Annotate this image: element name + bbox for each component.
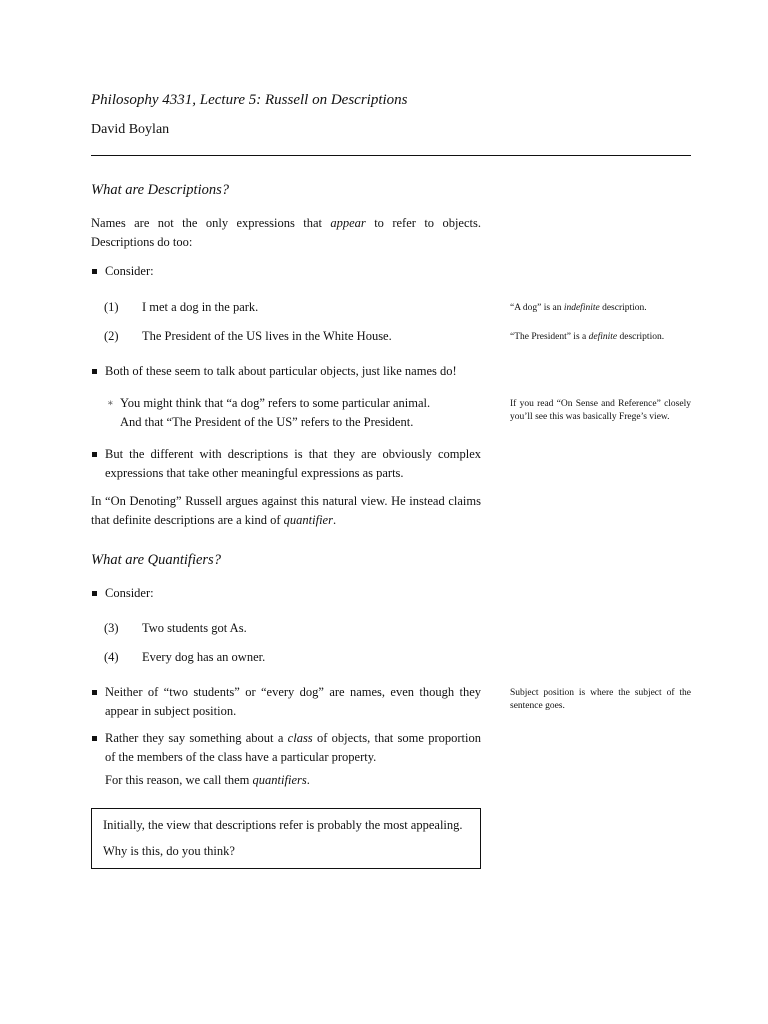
- box-line-1: Initially, the view that descriptions refer is probably the most appealing.: [103, 818, 463, 832]
- bullet-consider-2: Consider:: [91, 584, 481, 603]
- example-4: [104, 648, 265, 667]
- header-rule: [91, 155, 691, 156]
- bullet-particular-objects: Both of these seem to talk about particular objects, just like names do!: [91, 362, 481, 381]
- section-heading-quantifiers: What are Quantifiers?: [91, 552, 221, 568]
- bullet-square-icon: [92, 269, 97, 274]
- example-1: [104, 298, 258, 317]
- bullet-square-icon: [92, 690, 97, 695]
- subbullet-refers: ∗ You might think that “a dog” refers to some particular animal. And that “The President of the US” refers to the President.: [107, 396, 431, 429]
- example-text: The President of the US lives in the White House.: [142, 329, 392, 343]
- margin-note-subject-position: Subject position is where the subject of the sentence goes.: [510, 688, 691, 711]
- example-text: Every dog has an owner.: [142, 650, 266, 664]
- intro-paragraph: Names are not the only expressions that appear to refer to objects. Descriptions do too:: [91, 216, 481, 249]
- margin-note-frege: If you read “On Sense and Reference” closely you’ll see this was basically Frege’s view.: [510, 399, 691, 422]
- star-bullet-icon: ∗: [107, 398, 114, 409]
- example-3: [104, 619, 247, 638]
- bullet-complex-expressions: But the different with descriptions is that they are obviously complex expressions that take other meaningful expressions as parts.: [91, 445, 481, 483]
- box-line-2: Why is this, do you think?: [103, 844, 235, 858]
- bullet-square-icon: [92, 736, 97, 741]
- bullet-square-icon: [92, 591, 97, 596]
- example-number: (1): [104, 300, 119, 314]
- example-number: (4): [104, 650, 119, 664]
- margin-note-indefinite: “A dog” is an indefinite description.: [510, 303, 647, 313]
- bullet-class-of-objects: Rather they say something about a class of objects, that some proportion of the members of the class have a particular property. For this reason, we call them quantifiers.: [91, 729, 481, 790]
- example-2: [104, 327, 392, 346]
- discussion-box: [91, 808, 481, 869]
- example-text: I met a dog in the park.: [142, 300, 259, 314]
- example-text: Two students got As.: [142, 621, 247, 635]
- example-number: (2): [104, 329, 119, 343]
- author-name: David Boylan: [91, 122, 170, 137]
- bullet-square-icon: [92, 452, 97, 457]
- example-number: (3): [104, 621, 119, 635]
- page-title: Philosophy 4331, Lecture 5: Russell on Descriptions: [91, 92, 408, 108]
- section-heading-descriptions: What are Descriptions?: [91, 182, 230, 198]
- margin-note-definite: “The President” is a definite description.: [510, 332, 665, 342]
- bullet-consider-1: Consider:: [91, 262, 481, 281]
- quantifiers-reason: For this reason, we call them quantifiers.: [105, 773, 310, 787]
- bullet-square-icon: [92, 369, 97, 374]
- bullet-not-names: Neither of “two students” or “every dog” are names, even though they appear in subject position.: [91, 683, 481, 721]
- denoting-paragraph: In “On Denoting” Russell argues against this natural view. He instead claims that definite descriptions are a kind of quantifier.: [91, 494, 481, 527]
